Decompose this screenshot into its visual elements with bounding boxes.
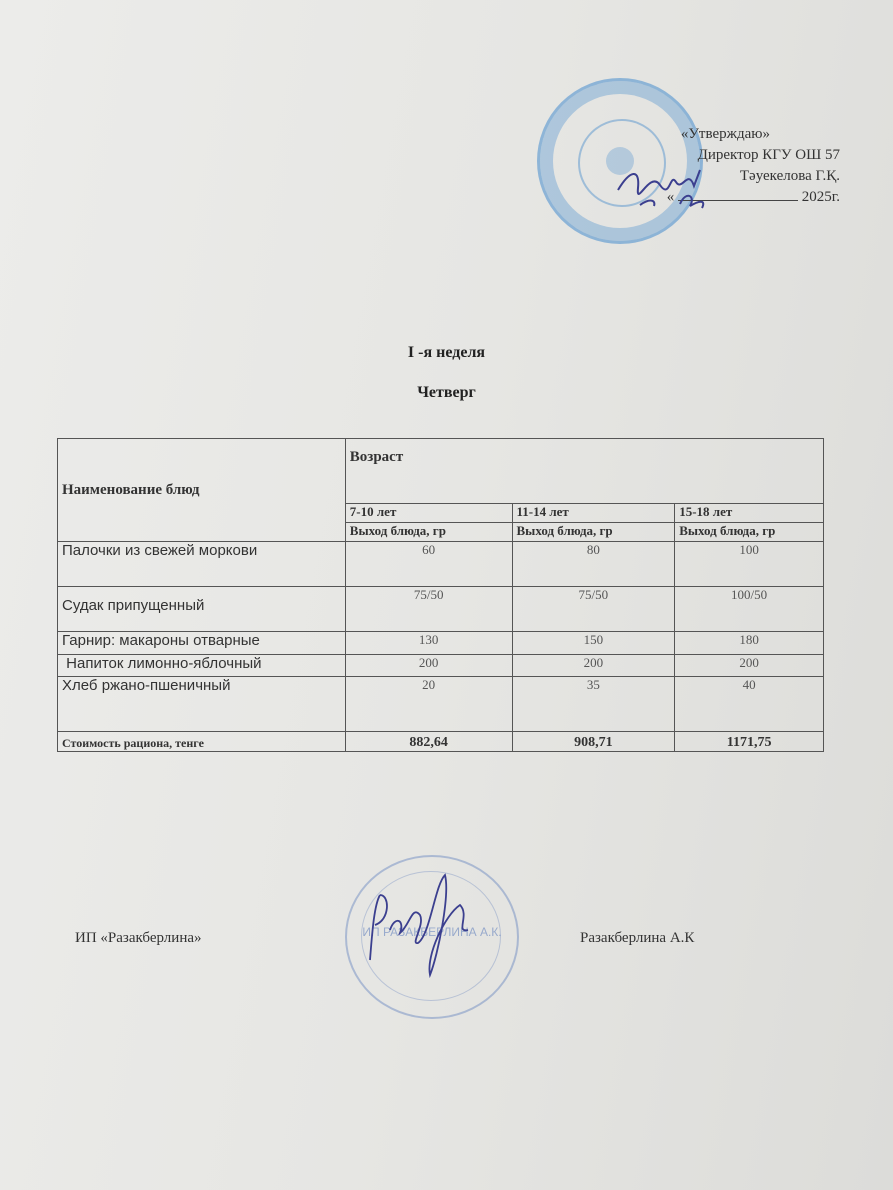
header-dish-name: Наименование блюд xyxy=(58,439,346,542)
yield-value: 60 xyxy=(345,542,512,587)
header-age: Возраст xyxy=(345,439,823,504)
table-row xyxy=(58,655,824,677)
menu-table xyxy=(57,438,824,752)
approval-position: Директор КГУ ОШ 57 xyxy=(697,147,840,163)
approval-date: « 2025г. xyxy=(666,189,840,205)
dish-name: Судак припущенный xyxy=(58,587,346,632)
yield-label-11-14: Выход блюда, гр xyxy=(512,523,675,542)
cost-label: Стоимость рациона, тенге xyxy=(58,732,346,752)
cost-value-7-10: 882,64 xyxy=(345,732,512,752)
table-header-row xyxy=(58,439,824,504)
day-heading: Четверг xyxy=(417,384,476,401)
yield-label-15-18: Выход блюда, гр xyxy=(675,523,824,542)
cost-value-15-18: 1171,75 xyxy=(675,732,824,752)
approval-year: 2025г. xyxy=(801,189,840,205)
yield-value: 75/50 xyxy=(512,587,675,632)
age-group-7-10: 7-10 лет xyxy=(345,504,512,523)
yield-value: 20 xyxy=(345,677,512,732)
age-group-11-14: 11-14 лет xyxy=(512,504,675,523)
yield-value: 200 xyxy=(675,655,824,677)
yield-value: 200 xyxy=(345,655,512,677)
cost-value-11-14: 908,71 xyxy=(512,732,675,752)
approval-title: «Утверждаю» xyxy=(680,126,770,142)
table-row xyxy=(58,542,824,587)
footer-company: ИП «Разакберлина» xyxy=(75,930,202,946)
dish-name: Хлеб ржано-пшеничный xyxy=(58,677,346,732)
yield-value: 130 xyxy=(345,632,512,655)
footer-signatory: Разакберлина А.К xyxy=(580,930,695,946)
week-heading: I -я неделя xyxy=(407,344,486,361)
approval-name: Тәуекелова Г.Қ. xyxy=(739,168,840,184)
dish-name: Напиток лимонно-яблочный xyxy=(58,655,346,677)
stamp-company-text: ИП РАЗАКБЕРЛИНА А.К. xyxy=(362,925,502,939)
yield-value: 40 xyxy=(675,677,824,732)
table-cost-row xyxy=(58,732,824,752)
yield-value: 200 xyxy=(512,655,675,677)
yield-value: 180 xyxy=(675,632,824,655)
yield-value: 80 xyxy=(512,542,675,587)
yield-value: 100/50 xyxy=(675,587,824,632)
table-row xyxy=(58,587,824,632)
table-row xyxy=(58,632,824,655)
dish-name: Гарнир: макароны отварные xyxy=(58,632,346,655)
signature-company-icon xyxy=(350,865,500,985)
yield-label-7-10: Выход блюда, гр xyxy=(345,523,512,542)
yield-value: 35 xyxy=(512,677,675,732)
dish-name: Палочки из свежей моркови xyxy=(58,542,346,587)
yield-value: 150 xyxy=(512,632,675,655)
age-group-15-18: 15-18 лет xyxy=(675,504,824,523)
signature-director-icon xyxy=(610,160,730,210)
table-row xyxy=(58,677,824,732)
yield-value: 100 xyxy=(675,542,824,587)
yield-value: 75/50 xyxy=(345,587,512,632)
